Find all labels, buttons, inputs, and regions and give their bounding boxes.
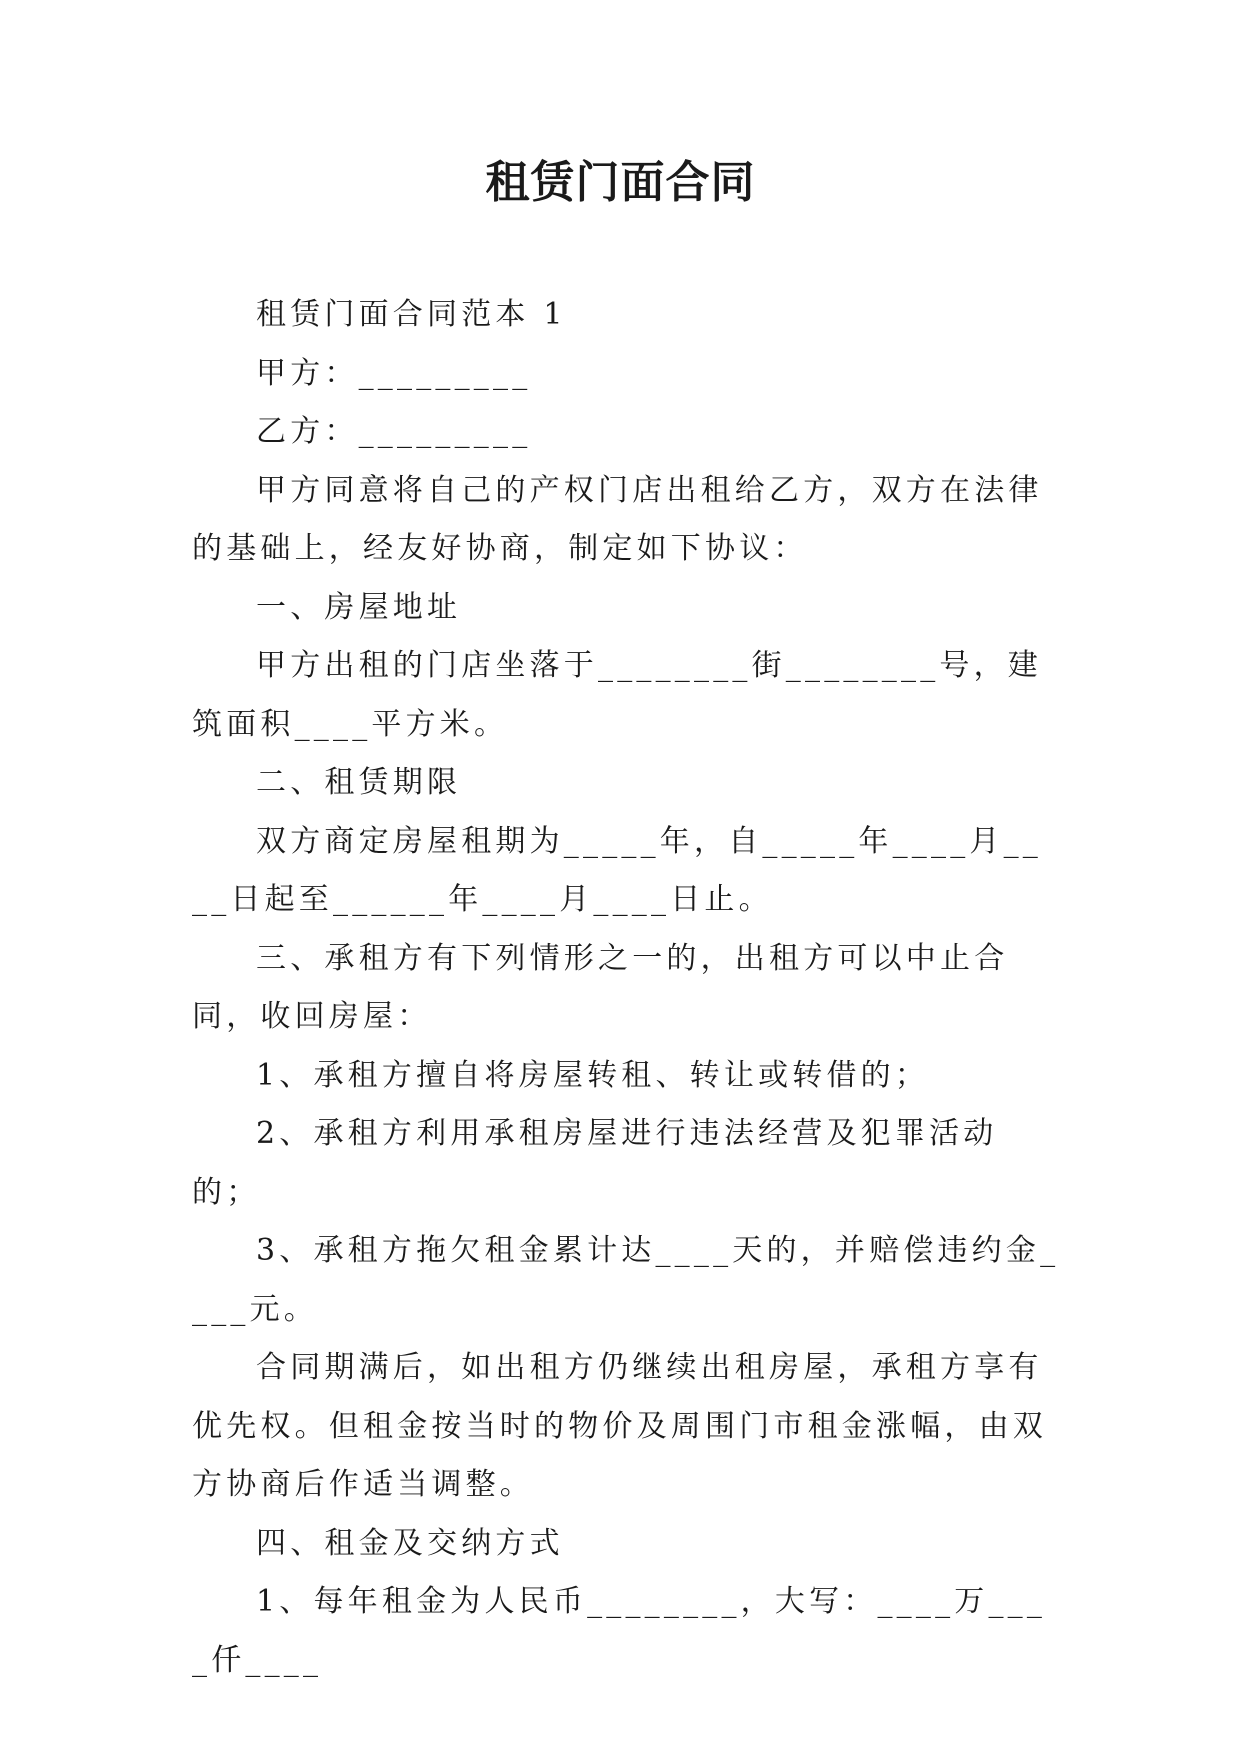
paragraph-address: 甲方出租的门店坐落于________街________号，建筑面积____平方米。 <box>192 648 1042 742</box>
paragraph-template-heading: 租赁门面合同范本 1 <box>256 297 567 332</box>
section-heading-termination: 三、承租方有下列情形之一的，出租方可以中止合同，收回房屋： <box>192 940 1009 1034</box>
paragraph-party-b: 乙方：_________ <box>256 414 532 449</box>
list-item-rent-arrears: 3、承租方拖欠租金累计达____天的，并赔偿违约金____元。 <box>192 1233 1060 1327</box>
document-title: 租赁门面合同 <box>485 157 756 208</box>
paragraph-party-a: 甲方：_________ <box>256 355 532 391</box>
list-item-annual-rent: 1、每年租金为人民币________，大写：____万____仟____ <box>192 1584 1047 1678</box>
section-heading-rent: 四、租金及交纳方式 <box>256 1525 564 1561</box>
paragraph-renewal: 合同期满后，如出租方仍继续出租房屋，承租方享有优先权。但租金按当时的物价及周围门市租金涨幅，由双方协商后作适当调整。 <box>192 1350 1047 1502</box>
document-body <box>192 286 1060 1690</box>
section-heading-term: 二、租赁期限 <box>256 765 462 800</box>
list-item-illegal-use: 2、承租方利用承租房屋进行违法经营及犯罪活动的； <box>192 1116 998 1210</box>
section-heading-address: 一、房屋地址 <box>256 589 462 625</box>
paragraph-term: 双方商定房屋租期为_____年，自_____年____月____日起至______年____月____日止。 <box>192 823 1042 917</box>
paragraph-preamble: 甲方同意将自己的产权门店出租给乙方，双方在法律的基础上，经友好协商，制定如下协议： <box>192 472 1043 566</box>
list-item-sublet: 1、承租方擅自将房屋转租、转让或转借的； <box>256 1057 930 1093</box>
